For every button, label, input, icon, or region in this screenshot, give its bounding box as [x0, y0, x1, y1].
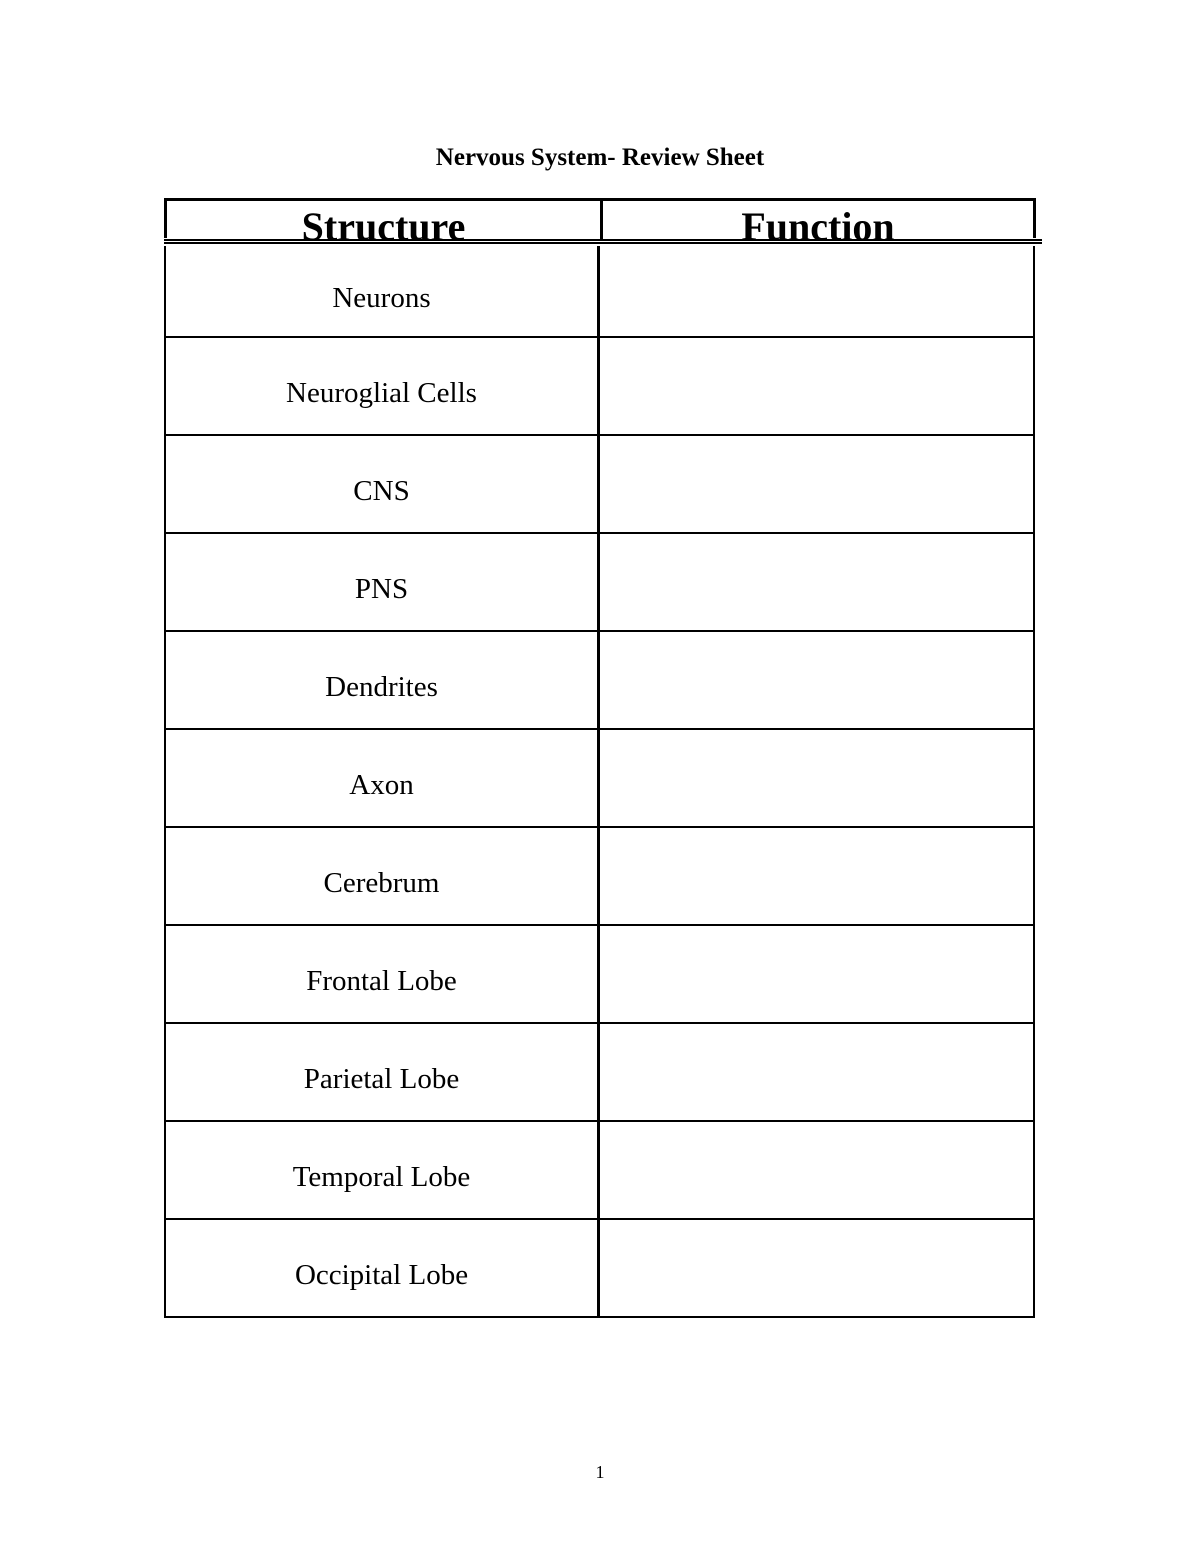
table-row [166, 632, 1033, 730]
function-answer-cell[interactable] [600, 338, 1033, 434]
structure-cell: Temporal Lobe [166, 1122, 600, 1218]
page-number: 1 [595, 1462, 605, 1482]
structure-cell: Axon [166, 730, 600, 826]
function-answer-cell[interactable] [600, 926, 1033, 1022]
structure-cell: Occipital Lobe [166, 1220, 600, 1316]
function-column-header: Function [741, 204, 895, 241]
function-answer-cell[interactable] [600, 436, 1033, 532]
header-double-rule [164, 239, 1042, 244]
function-answer-cell[interactable] [600, 828, 1033, 924]
table-row [166, 926, 1033, 1024]
structure-column-header: Structure [167, 201, 603, 241]
function-answer-cell[interactable] [600, 1122, 1033, 1218]
table-row [166, 1024, 1033, 1122]
structure-cell: CNS [166, 436, 600, 532]
review-table-body [164, 246, 1035, 1318]
table-row [166, 534, 1033, 632]
structure-cell: Neurons [166, 246, 600, 336]
table-row [166, 828, 1033, 926]
function-answer-cell[interactable] [600, 534, 1033, 630]
structure-cell: Dendrites [166, 632, 600, 728]
structure-cell: PNS [166, 534, 600, 630]
function-answer-cell[interactable] [600, 246, 1033, 336]
function-answer-cell[interactable] [600, 1220, 1033, 1316]
table-row [166, 730, 1033, 828]
function-answer-cell[interactable] [600, 1024, 1033, 1120]
page-title: Nervous System- Review Sheet [435, 144, 765, 171]
table-row [166, 1122, 1033, 1220]
table-row [166, 1220, 1033, 1318]
structure-cell: Cerebrum [166, 828, 600, 924]
table-row [166, 338, 1033, 436]
table-row [166, 436, 1033, 534]
structure-cell: Neuroglial Cells [166, 338, 600, 434]
function-answer-cell[interactable] [600, 730, 1033, 826]
structure-cell: Parietal Lobe [166, 1024, 600, 1120]
structure-cell: Frontal Lobe [166, 926, 600, 1022]
table-row [166, 246, 1033, 338]
function-answer-cell[interactable] [600, 632, 1033, 728]
header-row [164, 198, 1036, 241]
